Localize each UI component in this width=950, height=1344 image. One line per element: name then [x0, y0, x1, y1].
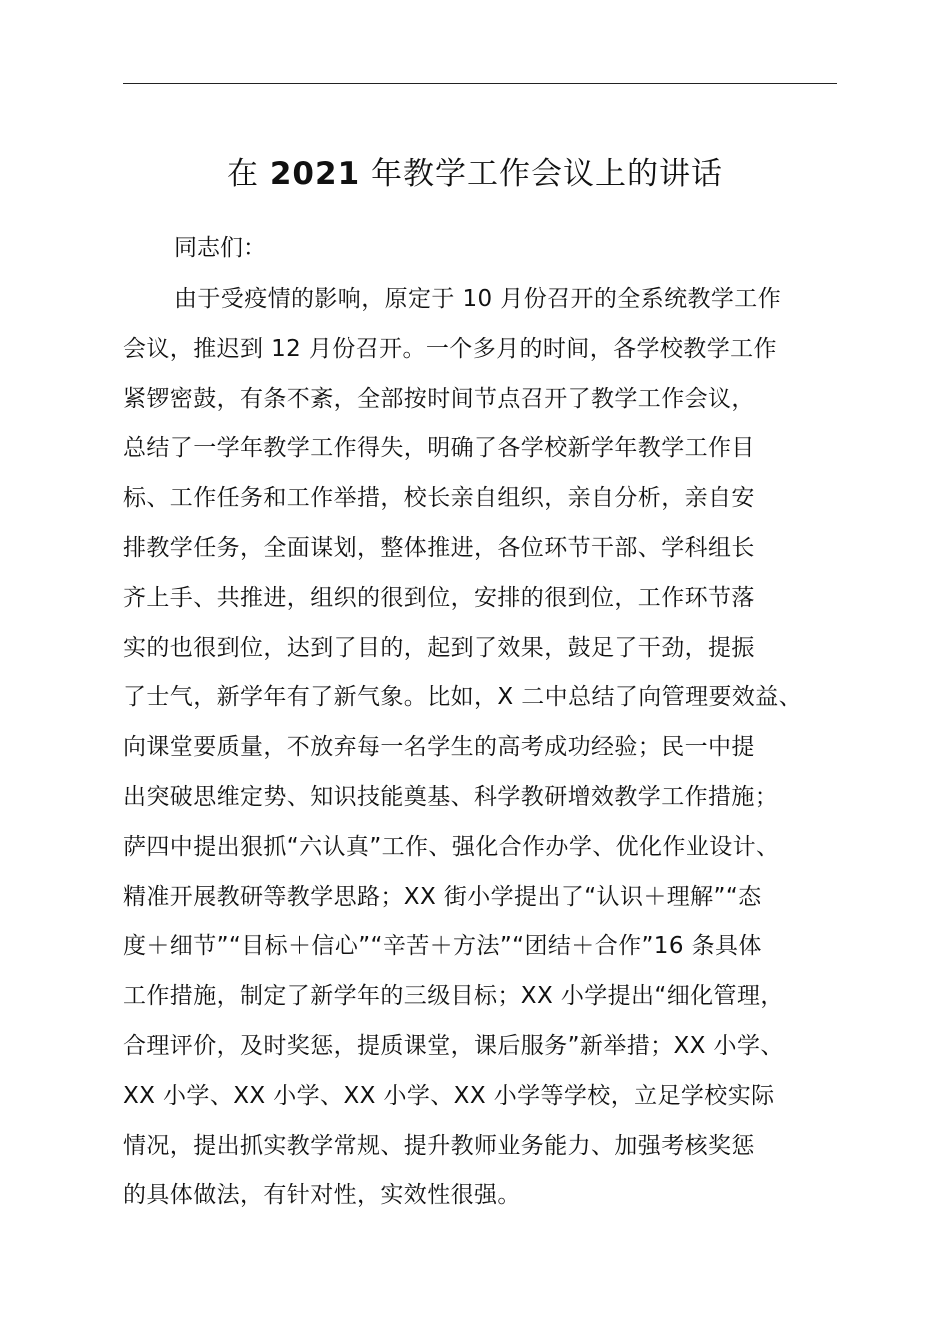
paragraph-line: 合理评价，及时奖惩，提质课堂，课后服务”新举措；XX 小学、 — [123, 1032, 784, 1059]
paragraph-line: 总结了一学年教学工作得失，明确了各学校新学年教学工作目 — [123, 435, 755, 462]
paragraph-line: 情况，提出抓实教学常规、提升教师业务能力、加强考核奖惩 — [123, 1132, 755, 1159]
body-paragraph — [123, 278, 845, 1224]
salutation: 同志们： — [174, 235, 266, 261]
paragraph-line: 齐上手、共推进，组织的很到位，安排的很到位，工作环节落 — [123, 584, 755, 611]
paragraph-line: 紧锣密鼓，有条不紊，全部按时间节点召开了教学工作会议， — [123, 385, 755, 412]
paragraph-line: 标、工作任务和工作举措，校长亲自组织，亲自分析，亲自安 — [123, 485, 755, 512]
paragraph-line: 了士气，新学年有了新气象。比如，X 二中总结了向管理要效益、 — [123, 684, 803, 711]
title-prefix: 在 — [227, 156, 259, 192]
paragraph-line: 由于受疫情的影响，原定于 10 月份召开的全系统教学工作 — [174, 286, 782, 312]
paragraph-line: 会议，推迟到 12 月份召开。一个多月的时间，各学校教学工作 — [123, 335, 777, 362]
paragraph-line: 出突破思维定势、知识技能奠基、科学教研增效教学工作措施； — [123, 783, 779, 810]
header-rule — [123, 83, 837, 84]
paragraph-line: 排教学任务，全面谋划，整体推进，各位环节干部、学科组长 — [123, 534, 755, 561]
document-title — [0, 148, 950, 200]
title-year: 2021 — [269, 156, 361, 192]
paragraph-line: 度＋细节”“目标＋信心”“辛苦＋方法”“团结＋合作”16 条具体 — [123, 933, 762, 960]
paragraph-line: XX 小学、XX 小学、XX 小学、XX 小学等学校，立足学校实际 — [123, 1082, 775, 1109]
paragraph-line: 的具体做法，有针对性，实效性很强。 — [123, 1182, 521, 1209]
paragraph-line: 向课堂要质量，不放弃每一名学生的高考成功经验；民一中提 — [123, 734, 755, 761]
paragraph-line: 实的也很到位，达到了目的，起到了效果，鼓足了干劲，提振 — [123, 634, 755, 661]
title-suffix: 年教学工作会议上的讲话 — [371, 156, 723, 192]
paragraph-line: 萨四中提出狠抓“六认真”工作、强化合作办学、优化作业设计、 — [123, 833, 780, 860]
paragraph-line: 精准开展教研等教学思路；XX 街小学提出了“认识＋理解”“态 — [123, 883, 762, 910]
paragraph-line: 工作措施，制定了新学年的三级目标；XX 小学提出“细化管理， — [123, 983, 784, 1010]
